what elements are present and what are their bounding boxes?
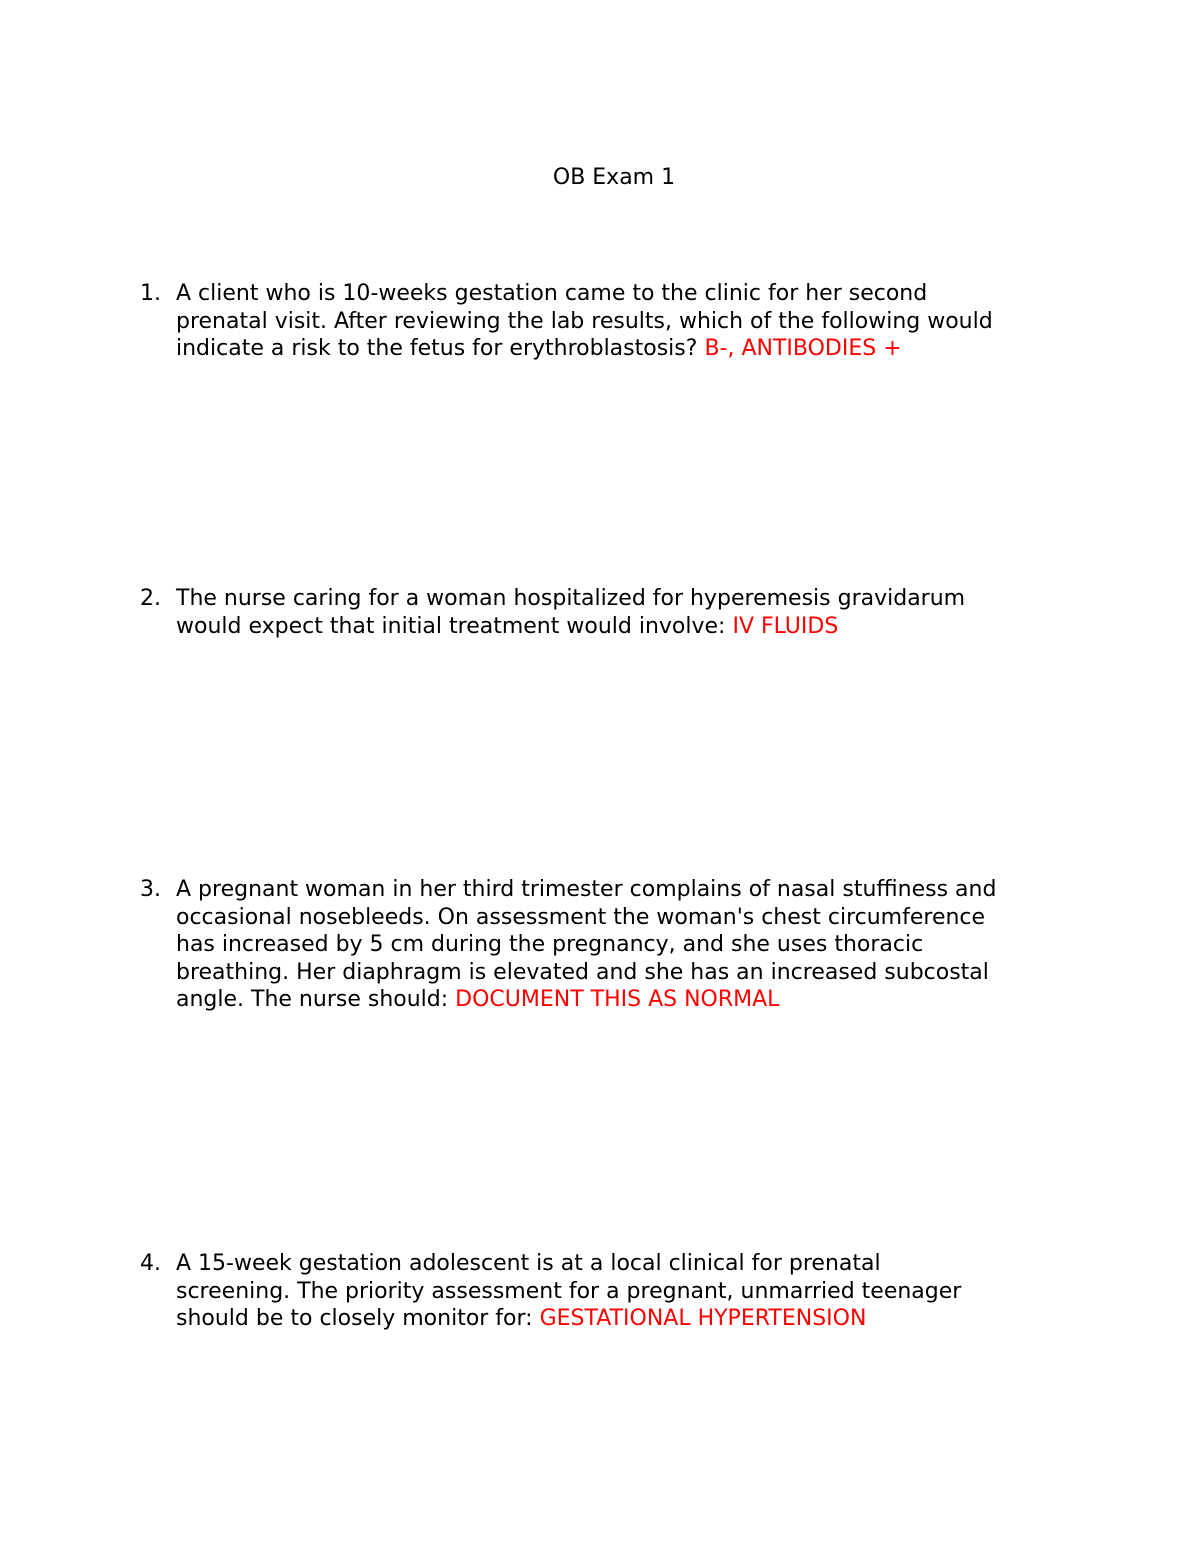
- question-text: The nurse caring for a woman hospitalized for hyperemesis gravidarum would expect that initial treatment would involve:: [176, 586, 966, 639]
- question-text: A pregnant woman in her third trimester complains of nasal stuffiness and occasional nosebleeds. On assessment the woman's chest circumference has increased by 5 cm during the pregnancy, and she uses thoracic breathing. Her diaphragm is elevated and she has an increased subcostal angle. The nurse should:: [176, 877, 997, 1012]
- document-title: OB Exam 1: [552, 165, 676, 190]
- answer-text: GESTATIONAL HYPERTENSION: [539, 1306, 867, 1331]
- question-item: [140, 876, 1000, 1014]
- question-text: A client who is 10-weeks gestation came to the clinic for her second prenatal visit. After reviewing the lab results, which of the following would indicate a risk to the fetus for erythroblastosis?: [176, 281, 993, 361]
- question-body: [176, 1250, 1000, 1333]
- question-number: 4.: [140, 1251, 161, 1276]
- question-item: [140, 585, 1000, 640]
- question-item: [140, 1250, 1000, 1333]
- answer-text: DOCUMENT THIS AS NORMAL: [455, 987, 780, 1012]
- question-number: 1.: [140, 281, 161, 306]
- question-body: [176, 585, 1000, 640]
- answer-text: IV FLUIDS: [732, 613, 839, 639]
- question-body: [176, 876, 1000, 1014]
- question-number: 3.: [140, 877, 161, 902]
- question-item: [140, 280, 1000, 363]
- answer-text: B-, ANTIBODIES +: [704, 336, 902, 361]
- question-body: [176, 280, 1000, 363]
- question-text: A 15-week gestation adolescent is at a local clinical for prenatal screening. The priority assessment for a pregnant, unmarried teenager should be to closely monitor for:: [176, 1251, 962, 1331]
- question-number: 2.: [140, 586, 161, 611]
